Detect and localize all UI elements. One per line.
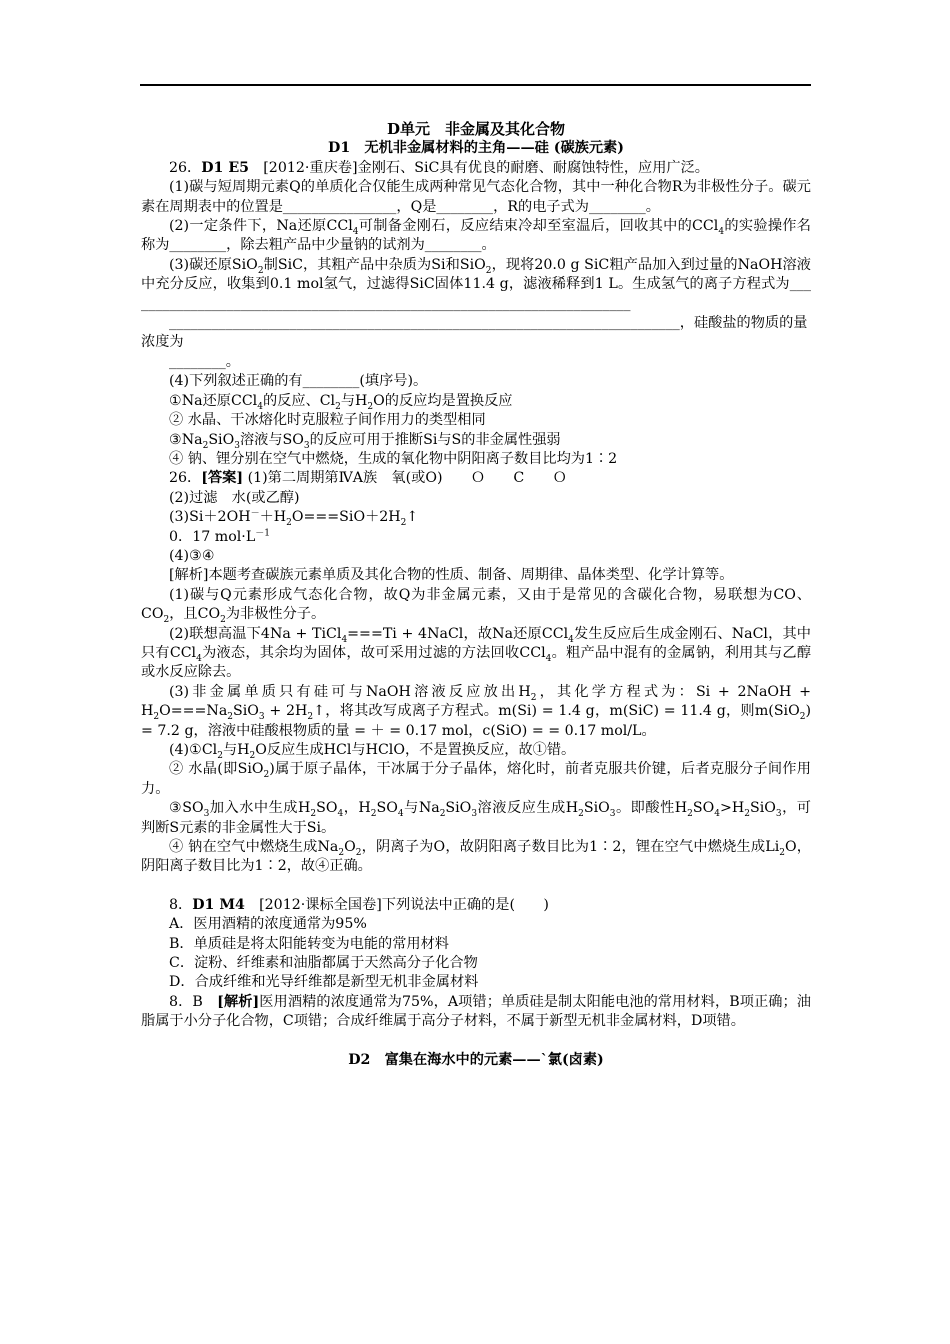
analysis-26-7: ④ 钠在空气中燃烧生成$Na_2O_2$，阴离子为O，故阴阳离子数目比为1∶2，锂在空气中燃烧生成$Li_2O$，阴阳离子数目比为1∶2，故④正确。 — [141, 839, 811, 875]
option-1: ①Na还原CCl$_4$的反应、$Cl_2$与$H_2O$的反应均是置换反应 — [169, 392, 513, 412]
question-8-option-b: B．单质硅是将太阳能转变为电能的常用材料 — [169, 935, 449, 952]
question-26-part4: (4)下列叙述正确的有________(填序号)。 — [169, 373, 428, 390]
unit-title: D单元 非金属及其化合物 — [386, 120, 565, 138]
spacer — [141, 1032, 811, 1051]
answer-26-part4: (4)③④ — [169, 547, 215, 564]
header-rule — [140, 84, 811, 86]
question-26-part3-cont: ________________________________________________________________________，硅酸盐的物质的量浓度为 — [141, 315, 808, 351]
question-26-part2: (2)一定条件下，Na还原CCl$_4$可制备金刚石，反应结束冷却至室温后，回收其中的CCl$_4$的实验操作名称为________，除去粗产品中少量钠的试剂为________。 — [141, 218, 811, 254]
section-heading-d2: D2 富集在海水中的元素——`氯(卤素) — [348, 1051, 604, 1068]
spacer — [141, 877, 811, 896]
question-26-part3: (3)碳还原SiO$_2$制SiC，其粗产品中杂质为Si和SiO$_2$，现将20.0 g SiC粗产品加入到过量的NaOH溶液中充分反应，收集到0.1 mol氢气，过滤得SiC固体11.4 g，滤液稀释到1 L。生成氢气的离子方程式为________________________________________________________________________ — [141, 256, 811, 312]
question-8-option-a: A．医用酒精的浓度通常为95% — [169, 916, 367, 933]
analysis-26-3: (3)非金属单质只有硅可与NaOH溶液反应放出$H_2$，其化学方程式为：Si + 2NaOH + $H_2O===Na_2SiO_3$ + $2H_2↑$，将其改写成离子方程式。m(Si) = 1.4 g，m(SiC) = 11.4 g，则m(SiO$_2$) = 7.2 g，溶液中硅酸根物质的量 = ＋ = 0.17 mol，c(SiO) = = 0.17 mol/L。 — [141, 683, 811, 739]
question-26-stem: 26．D1 E5 [2012·重庆卷]金刚石、SiC具有优良的耐磨、耐腐蚀特性，应用广泛。 — [169, 159, 709, 176]
document-body — [141, 120, 811, 1070]
analysis-26-4: $(4)①Cl_2$与$H_2O$反应生成HCl与HClO，不是置换反应，故①错。 — [169, 742, 576, 761]
option-2: ② 水晶、干冰熔化时克服粒子间作用力的类型相同 — [169, 412, 486, 429]
answer-26-part2: (2)过滤 水(或乙醇) — [169, 489, 300, 506]
question-8-option-c: C．淀粉、纤维素和油脂都属于天然高分子化合物 — [169, 955, 478, 972]
option-3: $③Na_2SiO_3$溶液与$SO_3$的反应可用于推断Si与S的非金属性强弱 — [169, 431, 561, 451]
analysis-26-6: $③SO_3$加入水中生成$H_2SO_4$，$H_2SO_4$与$Na_2SiO_3$溶液反应生成$H_2SiO_3$。即酸性$H_2SO_4>H_2SiO_3$，可判断S元素的非金属性大于Si。 — [141, 800, 811, 836]
answer-26: 26．[答案] (1)第二周期第ⅣA族 氧(或O) Ｏ C Ｏ — [169, 470, 567, 487]
section-heading-d1: D1 无机非金属材料的主角——硅 (碳族元素) — [328, 140, 624, 157]
answer-26-part3: $(3)Si+2OH^-+H_2O===SiO+2H_2↑$ — [169, 508, 419, 528]
question-26-part3-blank: ________。 — [169, 353, 240, 370]
answer-8: 8．B [解析]医用酒精的浓度通常为75%，A项错；单质硅是制太阳能电池的常用材料，B项正确；油脂属于小分子化合物，C项错；合成纤维属于高分子材料，不属于新型无机非金属材料，D项错。 — [141, 993, 811, 1030]
analysis-26-2: (2)联想高温下4Na + TiCl$_4$===Ti + 4NaCl，故Na还原CCl$_4$发生反应后生成金刚石、NaCl，其中只有CCl$_4$为液态，其余均为固体，故可采用过滤的方法回收CCl$_4$。粗产品中混有的金属钠，利用其与乙醇或水反应除去。 — [141, 625, 812, 681]
analysis-26-5: ② 水晶(即SiO$_2$)属于原子晶体，干冰属于分子晶体，熔化时，前者克服共价键，后者克服分子间作用力。 — [141, 761, 811, 797]
analysis-26-intro: [解析]本题考查碳族元素单质及其化合物的性质、制备、周期律、晶体类型、化学计算等。 — [169, 567, 734, 584]
question-8-option-d: D．合成纤维和光导纤维都是新型无机非金属材料 — [169, 974, 479, 991]
question-26-part1: (1)碳与短周期元素Q的单质化合仅能生成两种常见气态化合物，其中一种化合物R为非极性分子。碳元素在周期表中的位置是________________，Q是________，R的电子式为________。 — [141, 179, 811, 215]
question-8-stem: 8．D1 M4 [2012·课标全国卷]下列说法中正确的是( ) — [169, 896, 549, 913]
analysis-26-1: (1)碳与Q元素形成气态化合物，故Q为非金属元素，又由于是常见的含碳化合物，易联想为CO、$CO_2$，且$CO_2$为非极性分子。 — [141, 586, 811, 625]
option-4: ④ 钠、锂分别在空气中燃烧，生成的氧化物中阴阳离子数目比均为1∶2 — [169, 450, 618, 467]
answer-26-concentration: 0．17 $mol\cdot L^{-1}$ — [169, 527, 270, 545]
